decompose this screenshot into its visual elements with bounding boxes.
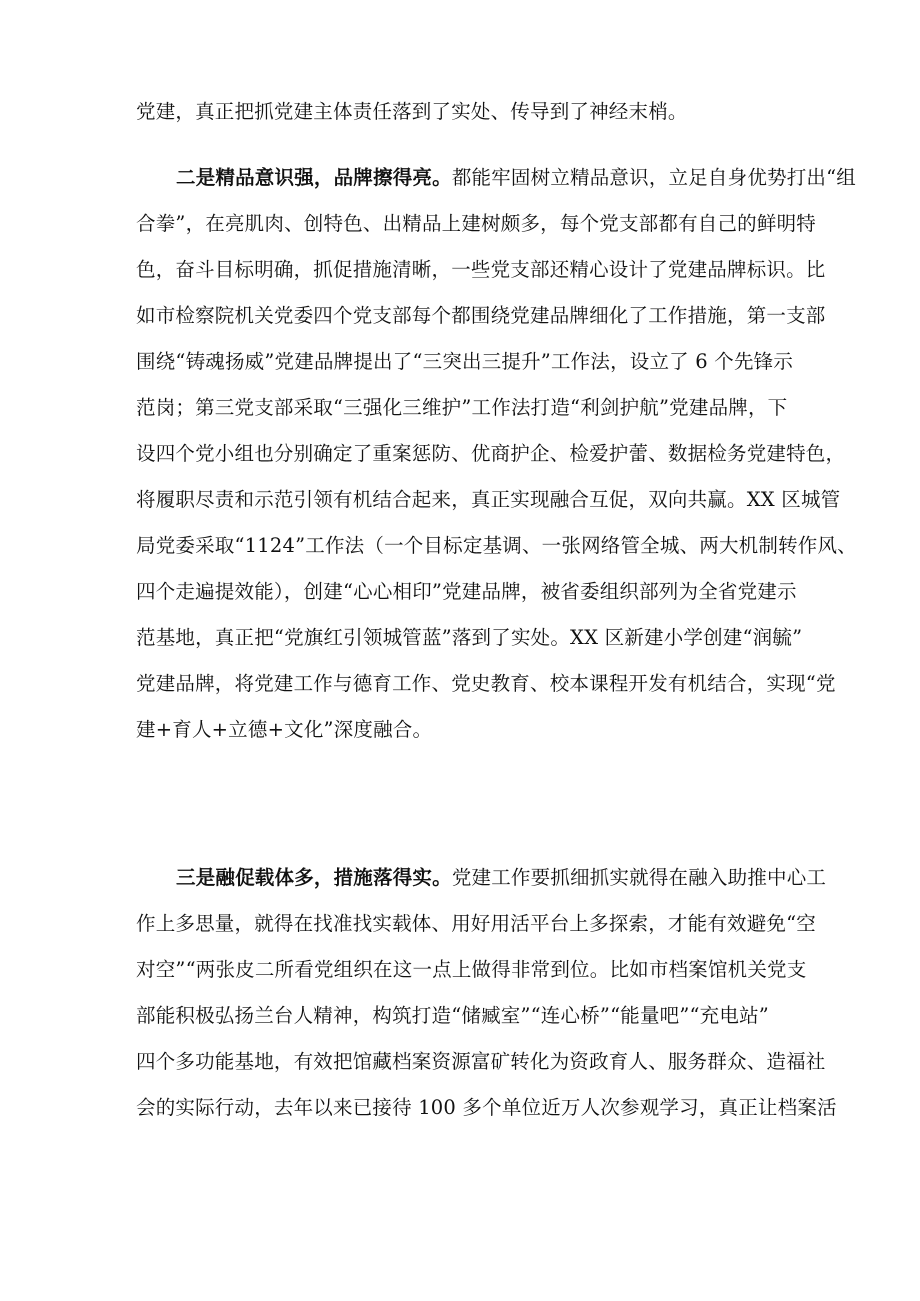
paragraph-3-line-6: 会的实际行动，去年以来已接待 100 多个单位近万人次参观学习，真正让档案活 [136,1096,837,1119]
paragraph-2-line-1 [176,166,856,190]
paragraph-1-line-1: 党建，真正把抓党建主体责任落到了实处、传导到了神经末梢。 [136,100,688,123]
paragraph-2-line-3: 色，奋斗目标明确，抓促措施清晰，一些党支部还精心设计了党建品牌标识。比 [136,258,826,281]
paragraph-3-line-1-text: 党建工作要抓细抓实就得在融入助推中心工 [451,866,827,889]
paragraph-3-line-2: 作上多思量，就得在找准找实载体、用好用活平台上多探索，才能有效避免“空 [136,912,816,935]
paragraph-2-line-11: 范基地，真正把“党旗红引领城管蓝”落到了实处。XX 区新建小学创建“润毓” [136,626,803,649]
paragraph-2-line-5: 围绕“铸魂扬威”党建品牌提出了“三突出三提升”工作法，设立了 6 个先锋示 [136,350,794,373]
paragraph-2-line-12: 党建品牌，将党建工作与德育工作、党史教育、校本课程开发有机结合，实现“党 [136,672,836,695]
paragraph-2-line-13: 建+育人+立德+文化”深度融合。 [136,718,433,741]
paragraph-2-line-9: 局党委采取“1124”工作法（一个目标定基调、一张网络管全城、两大机制转作风、 [136,534,857,557]
paragraph-3-line-4: 部能积极弘扬兰台人精神，构筑打造“储臧室”“连心桥”“能量吧”“充电站” [136,1004,769,1027]
paragraph-2-line-1-text: 都能牢固树立精品意识，立足自身优势打出“组 [451,166,856,189]
paragraph-2-line-2: 合拳”，在亮肌肉、创特色、出精品上建树颇多，每个党支部都有自己的鲜明特 [136,212,816,235]
paragraph-3-line-5: 四个多功能基地，有效把馆藏档案资源富矿转化为资政育人、服务群众、造福社 [136,1050,826,1073]
paragraph-3-line-3: 对空”“两张皮二所看党组织在这一点上做得非常到位。比如市档案馆机关党支 [136,958,807,981]
paragraph-2-line-7: 设四个党小组也分别确定了重案惩防、优商护企、检爱护蕾、数据检务党建特色， [136,442,846,465]
paragraph-3-lead: 三是融促载体多，措施落得实。 [176,866,452,889]
paragraph-2-line-10: 四个走遍提效能），创建“心心相印”党建品牌，被省委组织部列为全省党建示 [136,580,797,603]
paragraph-2-line-8: 将履职尽责和示范引领有机结合起来，真正实现融合互促，双向共赢。XX 区城管 [136,488,841,511]
paragraph-2-lead: 二是精品意识强，品牌擦得亮。 [176,166,452,189]
paragraph-2-line-6: 范岗；第三党支部采取“三强化三维护”工作法打造“利剑护航”党建品牌，下 [136,396,788,419]
paragraph-2-line-4: 如市检察院机关党委四个党支部每个都围绕党建品牌细化了工作措施，第一支部 [136,304,826,327]
paragraph-3-line-1 [176,866,827,890]
